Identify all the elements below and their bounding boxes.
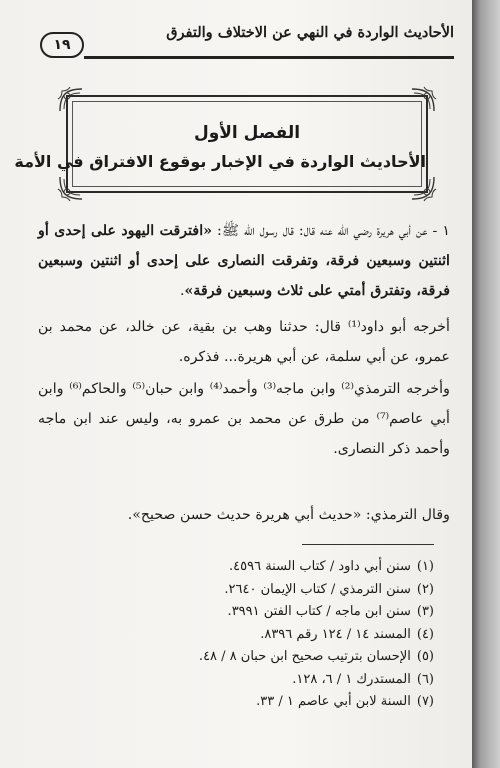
footnote-number: (١) — [416, 559, 434, 574]
footnote-text: المستدرك ١ / ٦، ١٢٨. — [292, 671, 411, 687]
corner-ornament-icon — [408, 85, 438, 115]
takhrij-others: وأخرجه الترمذي⁽²⁾ وابن ماجه⁽³⁾ وأحمد⁽⁴⁾ وابن حبان⁽⁵⁾ والحاكم⁽⁶⁾ وابن أبي عاصم⁽⁷⁾ من طرق عن محمد بن عمرو به، وليس عند ابن ماجه وأحمد ذكر النصارى. — [38, 381, 450, 457]
footnote-text: المسند ١٤ / ١٢٤ رقم ٨٣٩٦. — [260, 626, 411, 642]
hadith-end: . — [179, 283, 185, 299]
footnote-number: (٥) — [416, 649, 434, 664]
footnote-text: سنن أبي داود / كتاب السنة ٤٥٩٦. — [228, 559, 411, 574]
corner-ornament-icon — [56, 173, 86, 203]
footnote-item — [134, 646, 434, 669]
footnote-item — [134, 691, 434, 714]
footnote-number: (٢) — [416, 581, 434, 597]
header-rule — [84, 56, 454, 59]
page-header — [40, 18, 454, 62]
chapter-title: الأحاديث الواردة في الإخبار بوقوع الافتراق في الأمة — [14, 152, 426, 171]
footnote-text: الإحسان بترتيب صحيح ابن حبان ٨ / ٤٨. — [198, 649, 411, 664]
footnote-item — [134, 579, 434, 602]
footnote-item — [134, 624, 434, 647]
footnotes-list — [134, 556, 434, 714]
chapter-label: الفصل الأول — [193, 123, 301, 143]
footnote-number: (٧) — [416, 694, 434, 709]
page-number: ١٩ — [40, 32, 84, 58]
corner-ornament-icon — [56, 85, 86, 115]
tirmidhi-grading: وقال الترمذي: «حديث أبي هريرة حديث حسن صحيح». — [127, 507, 450, 523]
footnote-text: السنة لابن أبي عاصم ١ / ٣٣. — [256, 694, 411, 709]
footnote-number: (٤) — [416, 626, 434, 642]
footnote-item — [134, 669, 434, 692]
footnote-number: (٦) — [416, 671, 434, 687]
footnote-item — [134, 601, 434, 624]
chapter-heading-frame — [14, 95, 428, 193]
footnote-number: (٣) — [416, 604, 434, 619]
footnote-text: سنن الترمذي / كتاب الإيمان ٢٦٤٠. — [224, 581, 411, 597]
hadith-intro: ١ - عن أبي هريرة رضي الله عنه قال: قال رسول الله ﷺ: — [212, 223, 450, 239]
running-title: الأحاديث الواردة في النهي عن الاختلاف والتفرق — [166, 24, 454, 41]
corner-ornament-icon — [408, 173, 438, 203]
footnote-item — [134, 556, 434, 579]
hadith-paragraph — [38, 216, 450, 306]
page-edge-shadow — [472, 0, 500, 768]
footnote-text: سنن ابن ماجه / كتاب الفتن ٣٩٩١. — [227, 604, 411, 619]
hadith-quote: «افترقت اليهود على إحدى أو اثنتين وسبعين فرقة، وتفرقت النصارى على إحدى أو اثنتين وسبعين فرقة، وتفترق أمتي على ثلاث وسبعين فرقة» — [38, 223, 450, 299]
footnote-separator — [302, 544, 434, 545]
takhrij-abu-dawud: أخرجه أبو داود⁽¹⁾ قال: حدثنا وهب بن بقية، عن خالد، عن محمد بن عمرو، عن أبي سلمة، عن أبي هريرة... فذكره. — [38, 319, 450, 365]
